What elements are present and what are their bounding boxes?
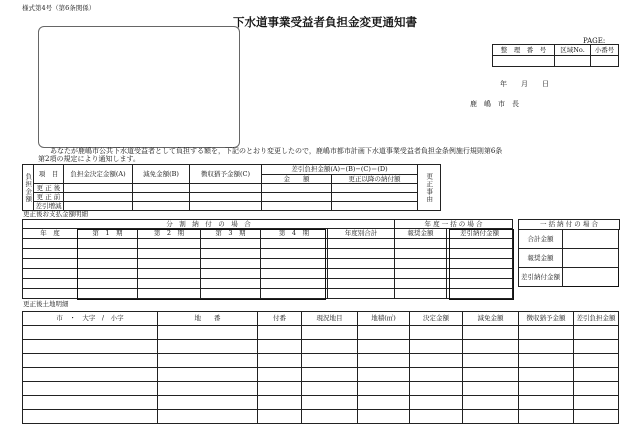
land-col-lot: 地 番	[158, 312, 258, 326]
summary-col-reduction: 減免金額(B)	[133, 165, 190, 184]
summary-reason-label: 更正事由	[418, 165, 441, 211]
yearly-header: 年 度 一 括 の 場 合	[395, 220, 513, 229]
lump-reward-label: 報奨金額	[519, 249, 563, 268]
land-col-area: 市 ・ 大字 / 小字	[23, 312, 158, 326]
ref-value-number	[493, 56, 555, 67]
lump-net-label: 差引納付金額	[519, 268, 563, 287]
form-number: 様式第4号（第6条関係）	[22, 4, 96, 12]
land-col-deferral: 徴収猶予金額	[519, 312, 574, 326]
document-title: 下水道事業受益者負担金変更通知書	[233, 15, 417, 29]
summary-item-header: 項 目	[34, 165, 64, 184]
payment-section-title: 更正後お支払金額明細	[23, 210, 88, 218]
payment-col-yearly-total: 年度別合計	[328, 229, 395, 239]
summary-side-label: 負担金額	[23, 165, 34, 211]
yearly-net-highlight	[449, 229, 514, 300]
land-col-reduction: 減免金額	[463, 312, 519, 326]
summary-col-decided: 負担金決定金額(A)	[64, 165, 133, 184]
issuer-name: 鹿 嶋 市 長	[470, 100, 519, 108]
payment-col-year: 年 度	[23, 229, 78, 239]
issue-date: 年 月 日	[500, 80, 549, 88]
summary-diff-header: 差引負担金額(A)−(B)−(C)＝(D)	[262, 165, 418, 175]
summary-row-after: 更 正 後	[34, 184, 64, 193]
notice-text-line1: あなたが鹿嶋市公共下水道受益者として負担する額を，下記のとおり変更したので，鹿嶋市都市計画下水道事業受益者負担金条例施行規則第6条	[50, 147, 503, 155]
payment-col-period4: 第 4 期	[261, 229, 328, 239]
ref-value-sub	[591, 56, 619, 67]
ref-header-number: 整 理 番 号	[493, 45, 555, 56]
amount-summary-table	[22, 164, 441, 211]
address-window	[38, 26, 240, 148]
ref-header-area: 区域No.	[555, 45, 591, 56]
payment-col-net: 差引納付金額	[447, 229, 513, 239]
ref-header-sub: 小番号	[591, 45, 619, 56]
summary-row-before: 更 正 前	[34, 193, 64, 202]
lump-total-label: 合計金額	[519, 230, 563, 249]
payment-col-period1: 第 1 期	[78, 229, 138, 239]
land-col-acreage: 地積(㎡)	[358, 312, 410, 326]
land-section-title: 更正後土地明細	[23, 300, 69, 308]
summary-col-deferral: 徴収猶予金額(C)	[190, 165, 262, 184]
land-col-sub: 付番	[258, 312, 302, 326]
page-label: PAGE:	[583, 37, 606, 45]
installment-highlight	[77, 229, 326, 300]
land-col-landuse: 現況地目	[302, 312, 358, 326]
lump-sum-table	[518, 229, 619, 287]
payment-col-reward: 報奨金額	[395, 229, 447, 239]
lump-header: 一 括 納 付 の 場 合	[518, 219, 620, 230]
land-detail-table	[22, 311, 619, 424]
land-col-decided: 決定金額	[410, 312, 463, 326]
payment-col-period2: 第 2 期	[138, 229, 201, 239]
summary-diff-later: 更正以降の納付額	[332, 175, 418, 184]
summary-diff-amount: 金 額	[262, 175, 332, 184]
ref-value-area	[555, 56, 591, 67]
summary-row-diff: 差引増減	[35, 201, 62, 210]
land-col-net: 差引負担金額	[574, 312, 619, 326]
notice-text-line2: 第2項の規定により通知します。	[38, 155, 140, 163]
payment-col-period3: 第 3 期	[201, 229, 261, 239]
installment-header: 分 割 納 付 の 場 合	[23, 220, 395, 229]
reference-number-table	[492, 44, 619, 67]
